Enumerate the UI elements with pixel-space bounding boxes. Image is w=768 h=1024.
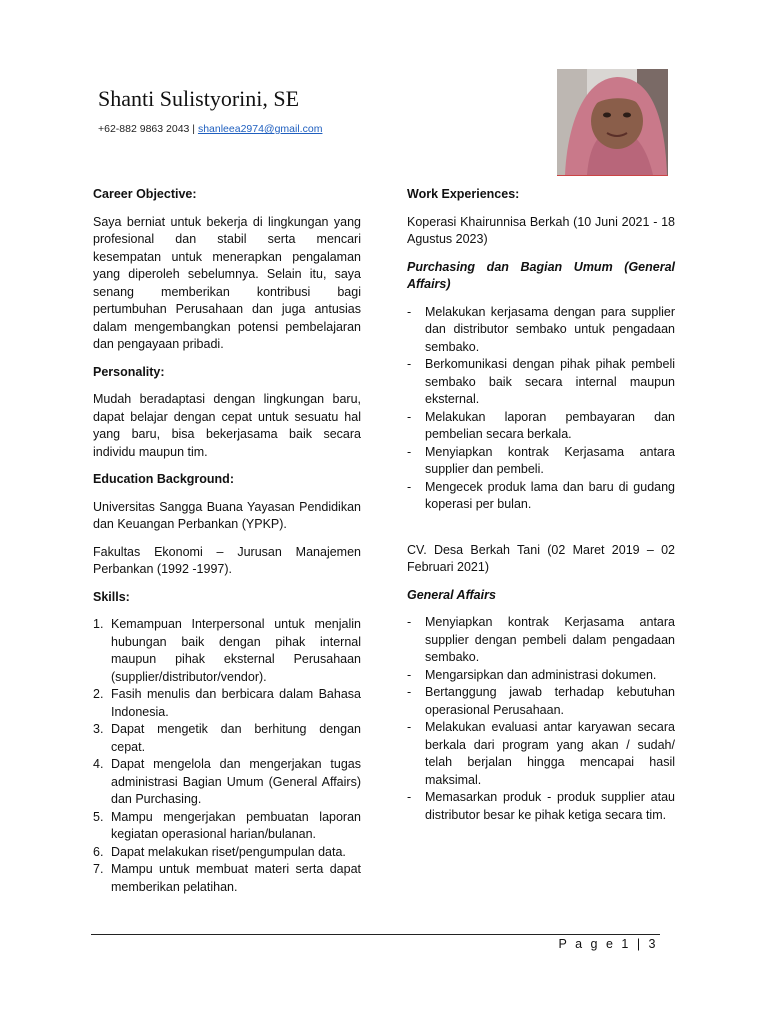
list-item — [407, 479, 675, 514]
contact-line — [98, 123, 322, 135]
duty-text: Berkomunikasi dengan pihak pihak pembeli sembako baik secara internal maupun eksternal. — [425, 357, 675, 406]
list-item — [93, 861, 361, 896]
right-column — [407, 186, 675, 834]
footer-divider — [91, 934, 660, 935]
list-item — [93, 844, 361, 862]
list-number: 6. — [93, 844, 104, 859]
bullet-dash: - — [407, 409, 412, 424]
education-university: Universitas Sangga Buana Yayasan Pendidikan dan Keuangan Perbankan (YPKP). — [93, 499, 361, 531]
list-item — [407, 304, 675, 357]
job1-role: Purchasing dan Bagian Umum (General Affairs) — [407, 259, 675, 291]
bullet-dash: - — [407, 685, 412, 699]
duty-text: Bertanggung jawab terhadap kebutuhan operasional Perusahaan. — [425, 685, 675, 717]
career-objective-heading: Career Objective: — [93, 187, 197, 201]
duty-text: Menyiapkan kontrak Kerjasama antara supplier dan pembeli. — [425, 444, 675, 476]
list-item — [407, 667, 675, 685]
list-number: 7. — [93, 862, 104, 876]
duty-text: Mengecek produk lama dan baru di gudang koperasi per bulan. — [425, 479, 675, 511]
bullet-dash: - — [407, 357, 412, 371]
job2-company: CV. Desa Berkah Tani (02 Maret 2019 – 02 Februari 2021) — [407, 542, 675, 574]
list-number: 2. — [93, 687, 104, 701]
candidate-name: Shanti Sulistyorini, SE — [98, 86, 300, 111]
bullet-dash: - — [407, 479, 412, 494]
list-number: 3. — [93, 722, 104, 736]
list-item — [93, 756, 361, 809]
bullet-dash: - — [407, 444, 412, 459]
list-item — [93, 721, 361, 756]
skill-text: Dapat mengetik dan berhitung dengan cepat. — [111, 722, 361, 754]
list-item — [407, 409, 675, 444]
duty-text: Melakukan laporan pembayaran dan pembelian secara berkala. — [425, 409, 675, 441]
list-item — [407, 614, 675, 667]
skills-list — [93, 616, 361, 896]
page-number: P a g e 1 | 3 — [558, 937, 658, 951]
section-spacer — [407, 524, 675, 542]
contact-separator: | — [189, 123, 198, 135]
phone-number: +62-882 9863 2043 — [98, 123, 190, 135]
personality-heading: Personality: — [93, 364, 165, 379]
duty-text: Mengarsipkan dan administrasi dokumen. — [425, 667, 657, 682]
email-link[interactable]: shanleea2974@gmail.com — [197, 123, 323, 135]
profile-photo — [557, 69, 668, 176]
job1-duties — [407, 304, 675, 514]
list-item — [407, 719, 675, 789]
career-objective-text: Saya berniat untuk bekerja di lingkungan yang profesional dan stabil serta mencari kesempatan untuk menerapkan pengalaman yang diperoleh sebelumnya. Selain itu, saya senang memberikan kontribusi bagi pertumbuhan Perusahaan dan juga antusias dalam mengembangkan potensi pembelajaran dan pengayaan pribadi. — [93, 214, 361, 351]
list-number: 1. — [93, 617, 104, 631]
list-item — [407, 356, 675, 409]
education-heading: Education Background: — [93, 472, 234, 486]
job2-role: General Affairs — [407, 587, 496, 602]
job2-duties — [407, 614, 675, 824]
list-number: 4. — [93, 757, 104, 771]
skills-heading: Skills: — [93, 589, 130, 604]
bullet-dash: - — [407, 304, 412, 319]
list-item — [93, 616, 361, 686]
list-number: 5. — [93, 809, 104, 824]
personality-text: Mudah beradaptasi dengan lingkungan baru, dapat belajar dengan cepat untuk sesuatu hal yang baru, bisa bekerjasama baik secara individu maupun tim. — [93, 392, 361, 459]
duty-text: Memasarkan produk - produk supplier atau distributor besar ke pihak ketiga secara tim. — [425, 790, 675, 822]
skill-text: Kemampuan Interpersonal untuk menjalin hubungan baik dengan pihak internal maupun pihak eksternal Perusahaan (supplier/distributor/vendor). — [111, 617, 361, 684]
list-item — [407, 444, 675, 479]
duty-text: Melakukan evaluasi antar karyawan secara berkala dari program yang akan / sudah/ telah berjalan hingga mencapai hasil maksimal. — [425, 720, 675, 787]
duty-text: Melakukan kerjasama dengan para supplier dan distributor sembako untuk pengadaan sembako. — [425, 304, 675, 354]
work-experience-heading: Work Experiences: — [407, 187, 520, 201]
skill-text: Mampu untuk membuat materi serta dapat memberikan pelatihan. — [111, 862, 361, 894]
list-item — [407, 684, 675, 719]
education-faculty: Fakultas Ekonomi – Jurusan Manajemen Perbankan (1992 -1997). — [93, 544, 361, 576]
skill-text: Dapat mengelola dan mengerjakan tugas administrasi Bagian Umum (General Affairs) dan Purchasing. — [111, 757, 361, 806]
left-column — [93, 186, 361, 896]
skill-text: Dapat melakukan riset/pengumpulan data. — [111, 844, 346, 859]
bullet-dash: - — [407, 720, 412, 734]
bullet-dash: - — [407, 667, 412, 682]
list-item — [407, 789, 675, 824]
skill-text: Mampu mengerjakan pembuatan laporan kegiatan operasional harian/bulanan. — [111, 809, 361, 841]
bullet-dash: - — [407, 615, 412, 629]
job1-company: Koperasi Khairunnisa Berkah (10 Juni 2021 - 18 Agustus 2023) — [407, 214, 675, 246]
list-item — [93, 809, 361, 844]
list-item — [93, 686, 361, 721]
skill-text: Fasih menulis dan berbicara dalam Bahasa Indonesia. — [111, 687, 361, 719]
duty-text: Menyiapkan kontrak Kerjasama antara supplier dengan pembeli dalam pengadaan sembako. — [425, 615, 675, 664]
bullet-dash: - — [407, 790, 412, 804]
